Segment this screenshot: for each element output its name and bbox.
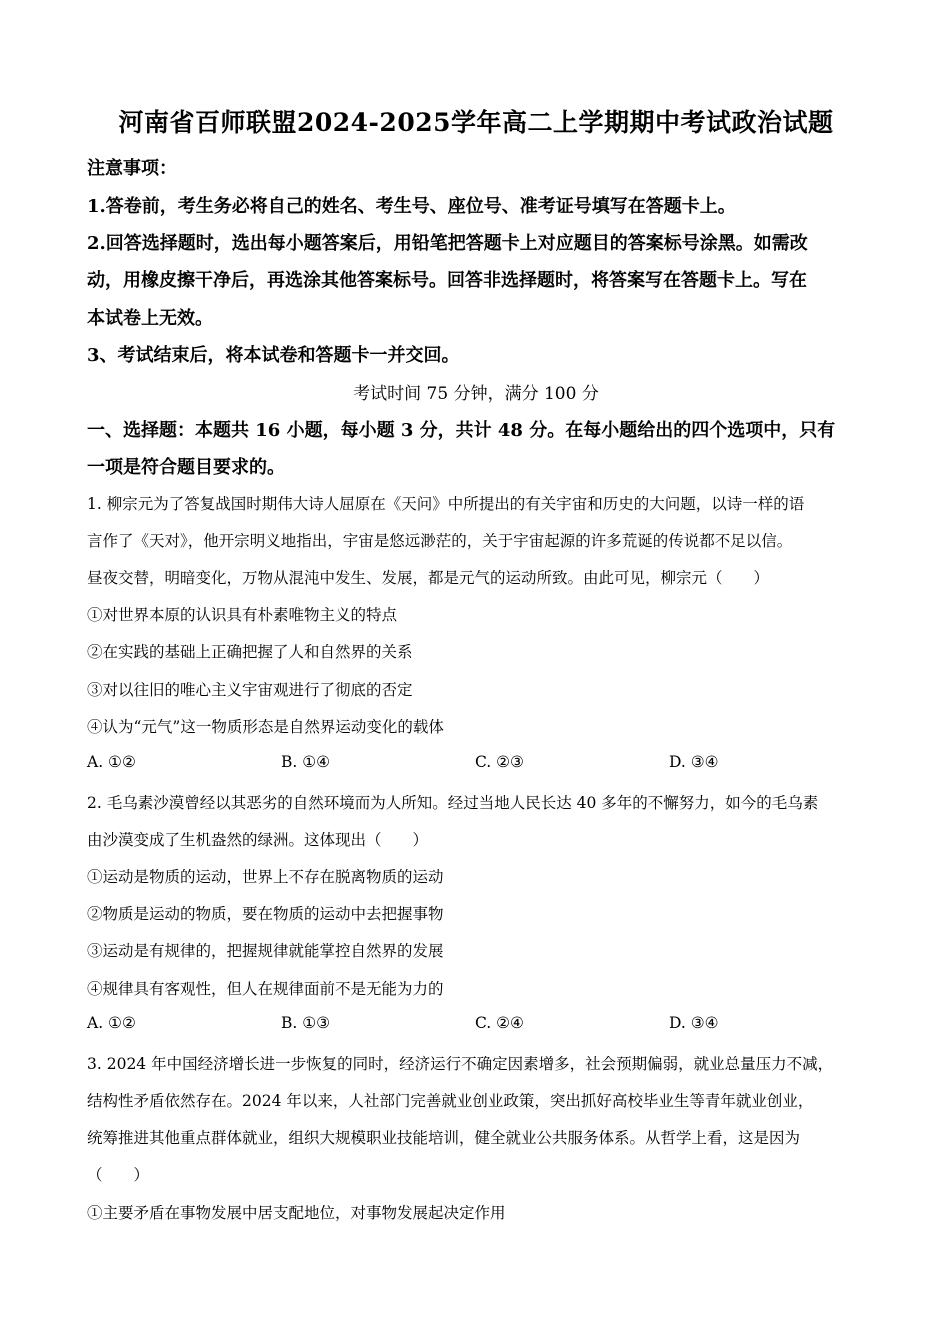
q1-option-a: A. ①② — [87, 753, 136, 771]
q3-stem-line-3: 统筹推进其他重点群体就业，组织大规模职业技能培训，健全就业公共服务体系。从哲学上看，这是因为 — [87, 1129, 801, 1147]
notice-heading: 注意事项： — [87, 158, 177, 179]
page-title: 河南省百师联盟2024-2025学年高二上学期期中考试政治试题 — [118, 108, 834, 137]
q1-option-b: B. ①④ — [281, 753, 331, 771]
q2-statement-1: ①运动是物质的运动，世界上不存在脱离物质的运动 — [87, 868, 444, 886]
section-heading-line-1: 一、选择题：本题共 16 小题，每小题 3 分，共计 48 分。在每小题给出的四个选项中，只有 — [87, 420, 836, 441]
q1-stem-line-3: 昼夜交替，明暗变化，万物从混沌中发生、发展，都是元气的运动所致。由此可见，柳宗元（ ） — [87, 569, 770, 587]
notice-item-2-line-3: 本试卷上无效。 — [87, 308, 213, 329]
section-heading-line-2: 一项是符合题目要求的。 — [87, 457, 285, 478]
q2-option-b: B. ①③ — [281, 1014, 331, 1032]
q1-statement-4: ④认为“元气”这一物质形态是自然界运动变化的载体 — [87, 718, 444, 736]
q1-option-d: D. ③④ — [669, 753, 719, 771]
q2-option-a: A. ①② — [87, 1014, 136, 1032]
q1-statement-1: ①对世界本原的认识具有朴素唯物主义的特点 — [87, 606, 398, 624]
q2-statement-2: ②物质是运动的物质，要在物质的运动中去把握事物 — [87, 905, 444, 923]
notice-item-2-line-2: 动，用橡皮擦干净后，再选涂其他答案标号。回答非选择题时，将答案写在答题卡上。写在 — [87, 270, 807, 291]
notice-item-1: 1.答卷前，考生务必将自己的姓名、考生号、座位号、准考证号填写在答题卡上。 — [87, 196, 736, 217]
q3-statement-1: ①主要矛盾在事物发展中居支配地位，对事物发展起决定作用 — [87, 1204, 506, 1222]
q3-stem-line-1: 3. 2024 年中国经济增长进一步恢复的同时，经济运行不确定因素增多，社会预期偏弱，就业总量压力不减， — [87, 1055, 834, 1073]
q1-statement-2: ②在实践的基础上正确把握了人和自然界的关系 — [87, 643, 413, 661]
notice-item-2-line-1: 2.回答选择题时，选出每小题答案后，用铅笔把答题卡上对应题目的答案标号涂黑。如需改 — [87, 233, 808, 254]
q1-statement-3: ③对以往旧的唯心主义宇宙观进行了彻底的否定 — [87, 681, 413, 699]
q2-statement-4: ④规律具有客观性，但人在规律面前不是无能为力的 — [87, 980, 444, 998]
q2-option-d: D. ③④ — [669, 1014, 719, 1032]
q1-stem-line-2: 言作了《天对》，他开宗明义地指出，宇宙是悠远渺茫的，关于宇宙起源的许多荒诞的传说都不足以信。 — [87, 532, 793, 550]
notice-item-3: 3、考试结束后，将本试卷和答题卡一并交回。 — [87, 345, 460, 366]
q2-option-c: C. ②④ — [475, 1014, 524, 1032]
q2-stem-line-2: 由沙漠变成了生机盎然的绿洲。这体现出（ ） — [87, 831, 429, 849]
q2-statement-3: ③运动是有规律的，把握规律就能掌控自然界的发展 — [87, 942, 444, 960]
q1-stem-line-1: 1. 柳宗元为了答复战国时期伟大诗人屈原在《天问》中所提出的有关宇宙和历史的大问题，以诗一样的语 — [87, 495, 805, 513]
exam-info: 考试时间 75 分钟，满分 100 分 — [353, 384, 599, 404]
q3-stem-line-4: （ ） — [87, 1166, 150, 1184]
q1-option-c: C. ②③ — [475, 753, 524, 771]
q2-stem-line-1: 2. 毛乌素沙漠曾经以其恶劣的自然环境而为人所知。经过当地人民长达 40 多年的不懈努力，如今的毛乌素 — [87, 794, 819, 812]
q3-stem-line-2: 结构性矛盾依然存在。2024 年以来，人社部门完善就业创业政策，突出抓好高校毕业生等青年就业创业， — [87, 1092, 814, 1110]
